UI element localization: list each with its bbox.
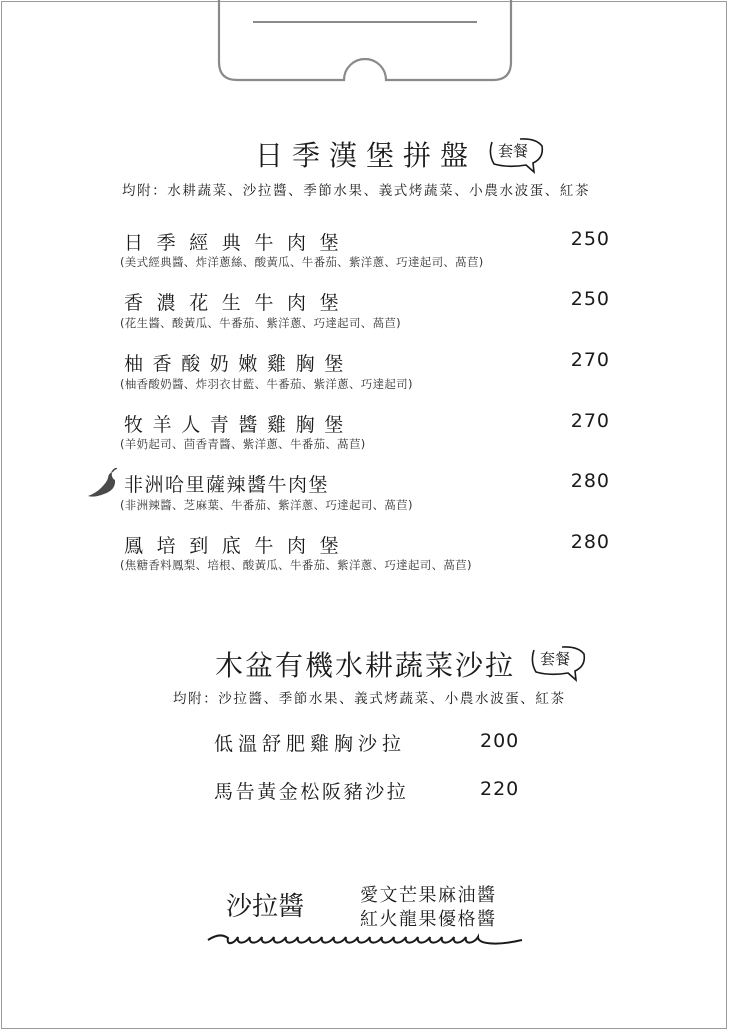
burger-section-title: 日季漢堡拼盤 xyxy=(255,139,478,172)
menu-item-price: 280 xyxy=(570,531,610,553)
menu-item-name: 香濃花生牛肉堡 xyxy=(124,292,353,314)
salad-section-title: 木盆有機水耕蔬菜沙拉 xyxy=(215,649,516,682)
menu-item-desc: (焦糖香料鳳梨、培根、酸黃瓜、牛番茄、紫洋蔥、巧達起司、萵苣) xyxy=(120,558,472,572)
menu-item-price: 280 xyxy=(570,470,610,492)
menu-item-price: 270 xyxy=(570,349,610,371)
dressing-option: 紅火龍果優格醬 xyxy=(360,909,497,930)
salad-includes: 均附：沙拉醬、季節水果、義式烤蔬菜、小農水波蛋、紅茶 xyxy=(173,691,566,707)
menu-item-price: 250 xyxy=(570,228,610,250)
swirl-underline-decoration xyxy=(206,924,526,952)
menu-item-name: 牧羊人青醬雞胸堡 xyxy=(124,414,353,436)
menu-item-name: 鳳培到底牛肉堡 xyxy=(124,535,353,557)
burger-includes: 均附：水耕蔬菜、沙拉醬、季節水果、義式烤蔬菜、小農水波蛋、紅茶 xyxy=(122,183,591,199)
burger-set-tag: 套餐 xyxy=(498,142,529,160)
menu-item-name: 非洲哈里薩辣醬牛肉堡 xyxy=(124,474,330,496)
phone-outline-decoration xyxy=(216,0,514,84)
menu-item-desc: (非洲辣醬、芝麻葉、牛番茄、紫洋蔥、巧達起司、萵苣) xyxy=(120,498,413,512)
salad-set-tag: 套餐 xyxy=(540,650,571,668)
menu-item-name: 柚香酸奶嫩雞胸堡 xyxy=(124,353,353,375)
salad-item-price: 200 xyxy=(480,730,520,752)
menu-item-desc: (美式經典醬、炸洋蔥絲、酸黃瓜、牛番茄、紫洋蔥、巧達起司、萵苣) xyxy=(120,255,484,269)
menu-item-desc: (柚香酸奶醬、炸羽衣甘藍、牛番茄、紫洋蔥、巧達起司) xyxy=(120,377,413,391)
salad-item-name: 馬告黃金松阪豬沙拉 xyxy=(214,781,409,803)
menu-item-price: 250 xyxy=(570,288,610,310)
dressing-title: 沙拉醬 xyxy=(226,892,305,922)
salad-item-price: 220 xyxy=(480,778,520,800)
menu-item-desc: (羊奶起司、茴香青醬、紫洋蔥、牛番茄、萵苣) xyxy=(120,437,366,451)
salad-item-name: 低溫舒肥雞胸沙拉 xyxy=(214,733,407,755)
chili-pepper-icon xyxy=(86,468,122,500)
menu-item-desc: (花生醬、酸黃瓜、牛番茄、紫洋蔥、巧達起司、萵苣) xyxy=(120,316,401,330)
dressing-option: 愛文芒果麻油醬 xyxy=(360,885,497,906)
menu-item-price: 270 xyxy=(570,410,610,432)
menu-item-name: 日季經典牛肉堡 xyxy=(124,232,353,254)
